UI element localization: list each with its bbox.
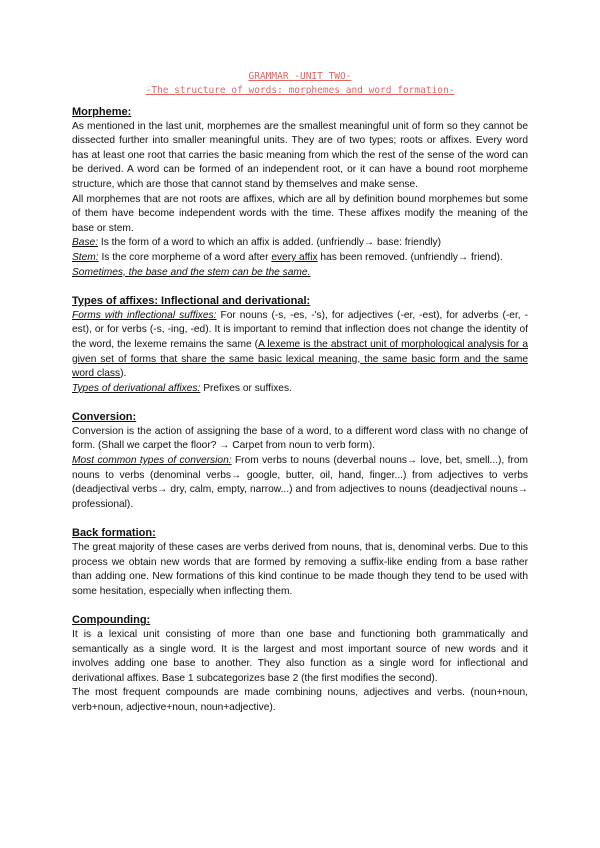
section-compounding [72,613,528,715]
conversion-common-label: Most common types of conversion: [72,455,232,467]
affixes-heading: Types of affixes: Inflectional and derivational: [72,295,311,308]
stem-text-a: Is the core morpheme of a word after [98,251,272,263]
stem-label: Stem: [72,251,99,263]
stem-text-underlined: every affix [271,251,318,263]
conversion-paragraph-1: Conversion is the action of assigning the base of a word, to a different word class with no change of form. (Shall we carpet the floor? → Carpet from noun to verb form). [72,425,528,452]
morpheme-paragraph-2: All morphemes that are not roots are affixes, which are all by definition bound morphemes but some of them have become independent words with the time. These affixes modify the meaning of the base or stem. [72,193,528,234]
section-conversion [72,410,528,512]
compounding-heading: Compounding: [72,614,151,627]
back-formation-heading: Back formation: [72,527,156,540]
conversion-heading: Conversion: [72,411,137,424]
morpheme-heading: Morpheme: [72,106,132,118]
base-stem-note: Sometimes, the base and the stem can be the same. [72,266,311,278]
derivational-paragraph [72,382,528,397]
page-title: GRAMMAR -UNIT TWO- [248,71,352,82]
derivational-label: Types of derivational affixes: [72,382,201,394]
page-subtitle: -The structure of words: morphemes and word formation- [145,85,455,96]
base-definition [72,236,528,251]
section-back-formation [72,526,528,599]
compounding-paragraph-1: It is a lexical unit consisting of more than one base and functioning both grammatically and semantically as a single word. It is the largest and most important source of new words and it involves adding one base to another. They also function as a single word for inflectional and derivational affixes. Base 1 subcategorizes base 2 (the first modifies the second). [72,629,528,684]
document-page [72,70,528,716]
base-label: Base: [72,237,99,249]
inflectional-label: Forms with inflectional suffixes: [72,309,217,321]
stem-definition [72,251,528,266]
compounding-paragraph-2: The most frequent compounds are made combining nouns, adjectives and verbs. (noun+noun, verb+noun, adjective+noun, noun+adjective). [72,687,528,713]
conversion-common-text: From verbs to nouns (deverbal nouns→ love, bet, smell...), from nouns to verbs (denominal verbs→ google, butter, oil, hand, finger...) from adjectives to verbs (deadjectival verbs→ dry, calm, empty, narrow...) and from adjectives to nouns (deadjectival nouns→ professional). [72,455,529,510]
back-formation-paragraph: The great majority of these cases are verbs derived from nouns, that is, denominal verbs. Due to this process we obtain new words that are formed by removing a suffix-like ending from a base rather than adding one. New formations of this kind continue to be made though they tend to be used with some hesitation, especially when inflecting them. [72,542,528,597]
section-morpheme [72,105,528,280]
conversion-paragraph-2 [72,454,528,512]
inflectional-end: ). [120,368,127,380]
inflectional-text: For nouns (-s, -es, -'s), for adjectives (-er, -est), for adverbs (-er, -est), or for verbs (-s, -ing, -ed). It is important to remind that inflection does not change the identity of the word, the lexeme remains the same ( [72,309,528,350]
derivational-text: Prefixes or suffixes. [200,382,292,394]
inflectional-paragraph [72,309,528,382]
base-text: Is the form of a word to which an affix is added. (unfriendly→ base: friendly) [98,237,442,249]
section-affixes [72,294,528,396]
lexeme-definition: A lexeme is the abstract unit of morphological analysis for a given set of forms that share the same basic lexical meaning, the same basic form and the same word class [72,338,528,380]
morpheme-paragraph-1: As mentioned in the last unit, morphemes are the smallest meaningful unit of form so they cannot be dissected further into smaller meaningful units. They are of two types; roots or affixes. Every word has at least one root that carries the basic meaning from which the rest of the sense of the word can be derived. A word can be formed of an independent root, or it can have a bound root morpheme structure, which are those that cannot stand by themselves and make sense. [72,120,528,190]
stem-text-b: has been removed. (unfriendly→ friend). [317,251,503,263]
